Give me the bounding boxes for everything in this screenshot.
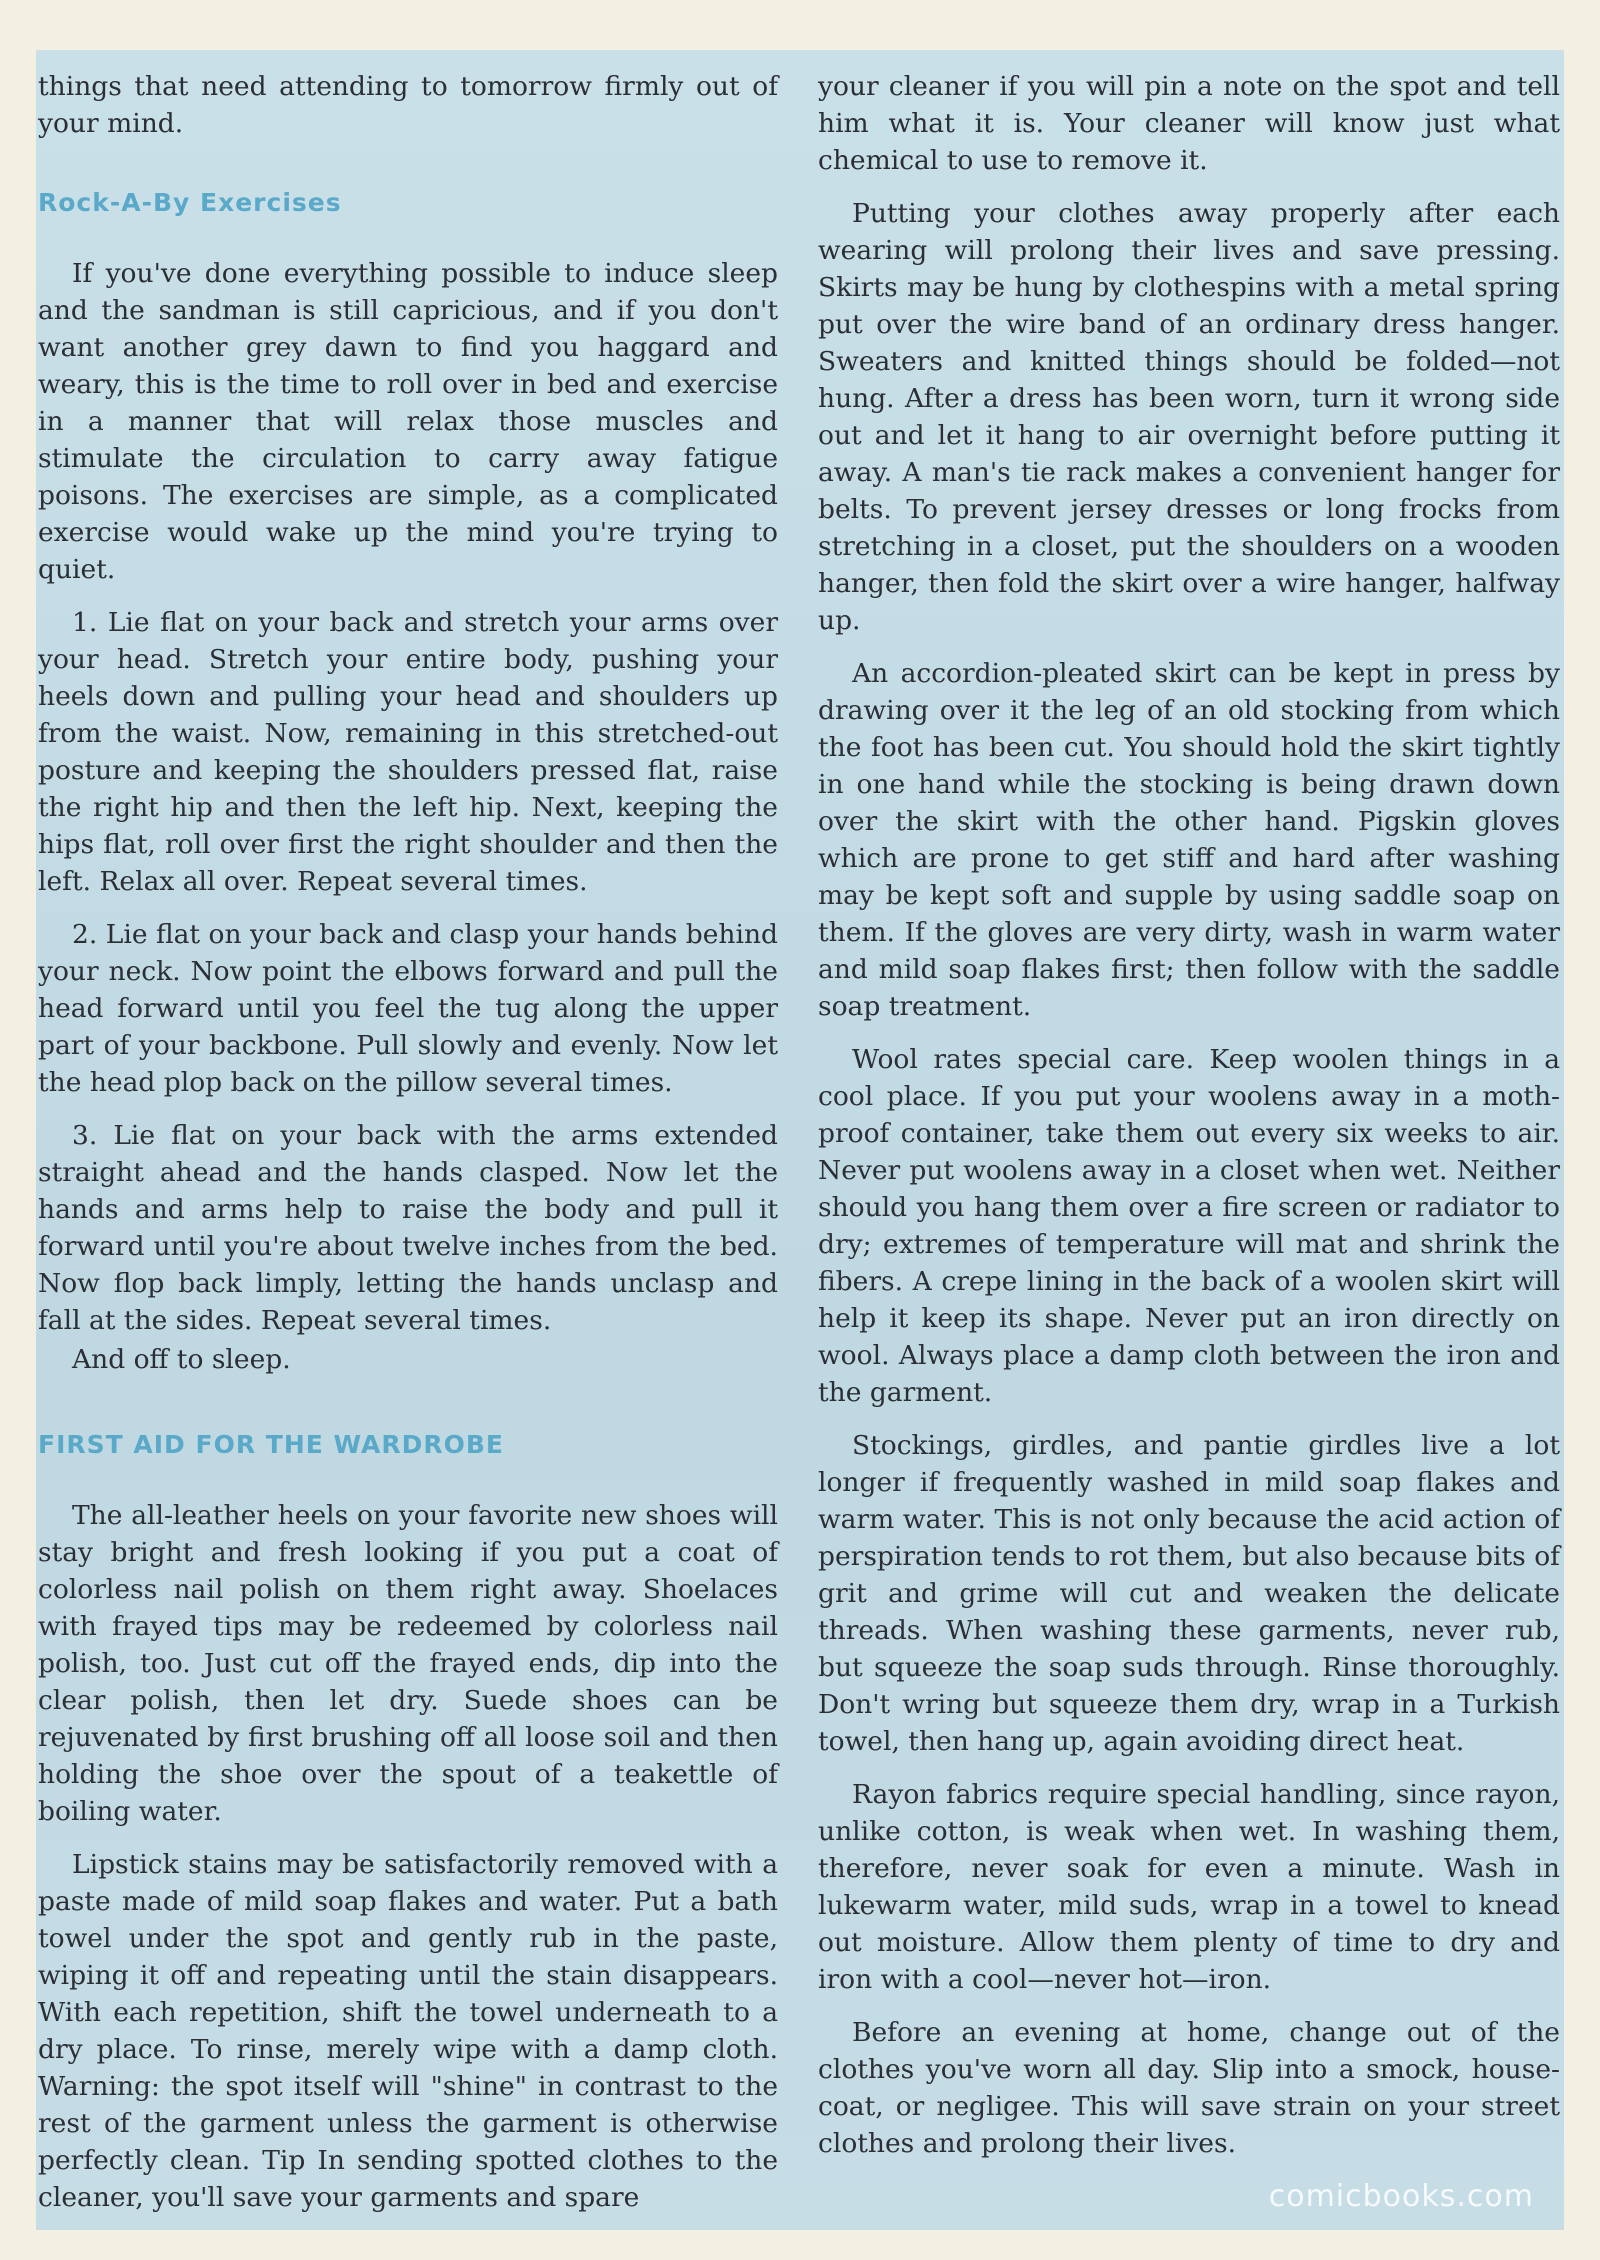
rayon-paragraph: Rayon fabrics require special handling, since rayon, unlike cotton, is weak when wet. In washing them, therefore, never soak for even a minute. Wash in lukewarm water, mild suds, wrap in a towel to knead out moisture. Allow them plenty of time to dry and iron with a cool—never hot—iron. <box>818 1779 1560 1995</box>
exercise-1-paragraph: 1. Lie flat on your back and stretch your arms over your head. Stretch your entire body, pushing your heels down and pulling your head and shoulders up from the waist. Now, remaining in this stretched-out posture and keeping the shoulders pressed flat, raise the right hip and then the left hip. Next, keeping the hips flat, roll over first the right shoulder and then the left. Relax all over. Repeat several times. <box>38 607 778 897</box>
intro-paragraph: things that need attending to tomorrow firmly out of your mind. <box>38 71 778 139</box>
right-column <box>818 68 1560 2178</box>
shoes-paragraph: The all-leather heels on your favorite new shoes will stay bright and fresh looking if you put a coat of colorless nail polish on them right away. Shoelaces with frayed tips may be redeemed by colorless nail polish, too. Just cut off the frayed ends, dip into the clear polish, then let dry. Suede shoes can be rejuvenated by first brushing off all loose soil and then holding the shoe over the spout of a teakettle of boiling water. <box>38 1500 778 1827</box>
off-to-sleep-paragraph: And off to sleep. <box>72 1344 291 1375</box>
rock-a-by-heading: Rock-A-By Exercises <box>38 188 342 217</box>
evening-paragraph: Before an evening at home, change out of the clothes you've worn all day. Slip into a smock, house-coat, or negligee. This will save strain on your street clothes and prolong their lives. <box>818 2017 1560 2159</box>
stockings-paragraph: Stockings, girdles, and pantie girdles live a lot longer if frequently washed in mild soap flakes and warm water. This is not only because the acid action of perspiration tends to rot them, but also because bits of grit and grime will cut and weaken the delicate threads. When washing these garments, never rub, but squeeze the soap suds through. Rinse thoroughly. Don't wring but squeeze them dry, wrap in a Turkish towel, then hang up, again avoiding direct heat. <box>818 1430 1560 1757</box>
accordion-skirt-paragraph: An accordion-pleated skirt can be kept in press by drawing over it the leg of an old stocking from which the foot has been cut. You should hold the skirt tightly in one hand while the stocking is being drawn down over the skirt with the other hand. Pigskin gloves which are prone to get stiff and hard after washing may be kept soft and supple by using saddle soap on them. If the gloves are very dirty, wash in warm water and mild soap flakes first; then follow with the saddle soap treatment. <box>818 658 1560 1022</box>
left-column <box>38 68 778 2232</box>
exercise-2-paragraph: 2. Lie flat on your back and clasp your hands behind your neck. Now point the elbows forward and pull the head forward until you feel the tug along the upper part of your backbone. Pull slowly and evenly. Now let the head plop back on the pillow several times. <box>38 919 778 1098</box>
exercise-3-paragraph: 3. Lie flat on your back with the arms extended straight ahead and the hands clasped. Now let the hands and arms help to raise the body and pull it forward until you're about twelve inches from the bed. Now flop back limply, letting the hands unclasp and fall at the sides. Repeat several times. <box>38 1120 778 1336</box>
watermark: comicbooks.com <box>1268 2179 1534 2214</box>
wardrobe-heading: FIRST AID FOR THE WARDROBE <box>38 1430 504 1459</box>
wool-paragraph: Wool rates special care. Keep woolen things in a cool place. If you put your woolens away in a moth-proof container, take them out every six weeks to air. Never put woolens away in a closet when wet. Neither should you hang them over a fire screen or radiator to dry; extremes of temperature will mat and shrink the fibers. A crepe lining in the back of a woolen skirt will help it keep its shape. Never put an iron directly on wool. Always place a damp cloth between the iron and the garment. <box>818 1044 1560 1408</box>
putting-away-paragraph: Putting your clothes away properly after each wearing will prolong their lives and save pressing. Skirts may be hung by clothespins with a metal spring put over the wire band of an ordinary dress hanger. Sweaters and knitted things should be folded—not hung. After a dress has been worn, turn it wrong side out and let it hang to air overnight before putting it away. A man's tie rack makes a convenient hanger for belts. To prevent jersey dresses or long frocks from stretching in a closet, put the shoulders on a wooden hanger, then fold the skirt over a wire hanger, halfway up. <box>818 198 1560 636</box>
cleaner-paragraph: your cleaner if you will pin a note on the spot and tell him what it is. Your cleaner will know just what chemical to use to remove it. <box>818 71 1560 176</box>
lipstick-paragraph: Lipstick stains may be satisfactorily removed with a paste made of mild soap flakes and water. Put a bath towel under the spot and gently rub in the paste, wiping it off and repeating until the stain disappears. With each repetition, shift the towel underneath to a dry place. To rinse, merely wipe with a damp cloth. Warning: the spot itself will "shine" in contrast to the rest of the garment unless the garment is otherwise perfectly clean. Tip In sending spotted clothes to the cleaner, you'll save your garments and spare <box>38 1849 778 2213</box>
magazine-page <box>36 50 1564 2230</box>
rock-intro-paragraph: If you've done everything possible to induce sleep and the sandman is still capricious, and if you don't want another grey dawn to find you haggard and weary, this is the time to roll over in bed and exercise in a manner that will relax those muscles and stimulate the circulation to carry away fatigue poisons. The exercises are simple, as a complicated exercise would wake up the mind you're trying to quiet. <box>38 258 778 585</box>
